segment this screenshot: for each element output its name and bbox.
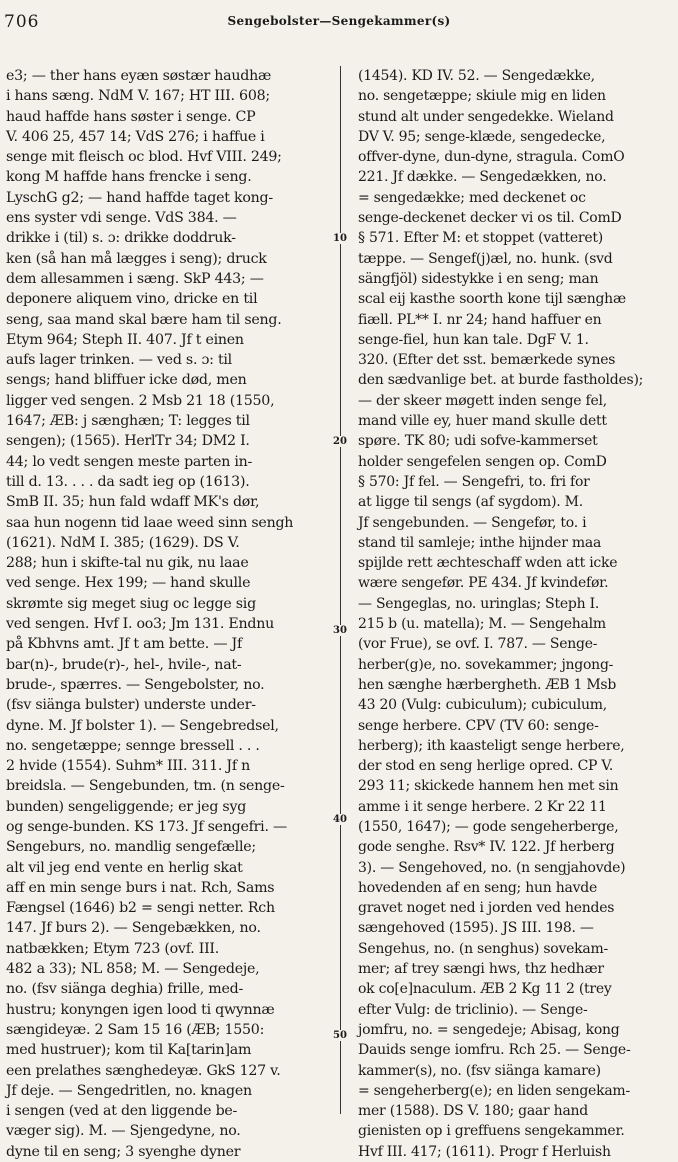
text-line: spijlde rett æchteschaff wden att icke (358, 555, 618, 572)
text-line: (vor Frue), se ovf. I. 787. — Senge- (358, 636, 598, 653)
text-line: aff en min senge burs i nat. Rch, Sams (6, 879, 275, 896)
text-line: Etym 964; Steph II. 407. Jf t einen (6, 331, 244, 348)
text-line: 3). — Sengehoved, no. (n sengjahovde) (358, 859, 626, 876)
text-line: brude-, spærres. — Sengebolster, no. (6, 676, 265, 693)
text-line: væger sig). M. — Sjengedyne, no. (6, 1123, 241, 1140)
text-line: at ligge til sengs (af sygdom). M. (358, 494, 583, 511)
text-line: (1550, 1647); — gode sengeherberge, (358, 818, 619, 835)
text-line: ok co[e]naculum. ÆB 2 Kg 11 2 (trey (358, 981, 612, 998)
text-line: ligger ved sengen. 2 Msb 21 18 (1550, (6, 392, 275, 409)
text-line: kammer(s), no. (fsv siänga kamare) (358, 1062, 601, 1079)
text-line: een prelathes sænghedeyæ. GkS 127 v. (6, 1062, 281, 1079)
text-line: 44; lo vedt sengen meste parten in- (6, 453, 253, 470)
text-line: Jf deje. — Sengedritlen, no. knagen (6, 1082, 252, 1099)
text-line: Dauids senge iomfru. Rch 25. — Senge- (358, 1042, 631, 1059)
text-line: sængehoved (1595). JS III. 198. — (358, 920, 594, 937)
text-line: holder sengefelen sengen op. ComD (358, 453, 607, 470)
text-line: — der skeer møgett inden senge fel, (358, 392, 607, 409)
text-line: Sengeburs, no. mandlig sengefælle; (6, 839, 256, 856)
text-line: mand ville ey, huer mand skulle dett (358, 413, 607, 430)
text-line: DV V. 95; senge-klæde, sengedecke, (358, 128, 606, 145)
text-line: i hans sæng. NdM V. 167; HT III. 608; (6, 88, 270, 105)
text-line: hustru; konyngen igen lood ti qwynnæ (6, 1001, 275, 1018)
line-number-30: 30 (333, 625, 347, 636)
text-line: 215 b (u. matella); M. — Sengehalm (358, 616, 606, 633)
text-line: haud haffde hans søster i senge. CP (6, 108, 256, 125)
text-line: alt vil jeg end vente en herlig skat (6, 859, 243, 876)
text-line: LyschG g2; — hand haffde taget kong- (6, 189, 273, 206)
text-line: offver-dyne, dun-dyne, stragula. ComO (358, 149, 625, 166)
text-line: senge-fiel, hun kan tale. DgF V. 1. (358, 331, 589, 348)
text-line: 1647; ÆB: j sænghæn; T: legges til (6, 413, 250, 430)
text-line: sengs; hand bliffuer icke død, men (6, 372, 247, 389)
text-line: gode senghe. Rsv* IV. 122. Jf herberg (358, 839, 615, 856)
text-line: ved sengen. Hvf I. oo3; Jm 131. Endnu (6, 616, 274, 633)
text-line: no. (fsv siänga deghia) frille, med- (6, 981, 244, 998)
text-line: ens syster vdi senge. VdS 384. — (6, 210, 237, 227)
text-line: jomfru, no. = sengedeje; Abisag, kong (358, 1021, 620, 1038)
text-line: gravet noget ned i jorden ved hendes (358, 900, 615, 917)
text-line: stand til samleje; inthe hijnder maa (358, 534, 602, 551)
text-line: 221. Jf dække. — Sengedækken, no. (358, 169, 607, 186)
text-line: 288; hun i skifte-tal nu gik, nu laae (6, 555, 249, 572)
column-divider (340, 66, 341, 1114)
text-line: saa hun nogenn tid laae weed sinn sengh (6, 514, 294, 531)
line-number-20: 20 (333, 436, 347, 447)
text-line: 320. (Efter det sst. bemærkede synes (358, 352, 616, 369)
text-line: breidsla. — Sengebunden, tm. (n senge- (6, 778, 285, 795)
running-head: Sengebolster—Sengekammer(s) (227, 14, 451, 28)
page-header (0, 10, 678, 38)
text-line: dyne. M. Jf bolster 1). — Sengebredsel, (6, 717, 279, 734)
text-line: gienisten op i greffuens sengekammer. (358, 1123, 625, 1140)
text-line: hen sænghe hærbergheth. ÆB 1 Msb (358, 676, 617, 693)
text-line: senge-deckenet decker vi os til. ComD (358, 210, 622, 227)
line-number-10: 10 (333, 233, 347, 244)
text-line: — Sengeglas, no. uringlas; Steph I. (358, 595, 600, 612)
text-line: herber(g)e, no. sovekammer; jngong- (358, 656, 614, 673)
text-line: scal eij kasthe soorth kone tijl sænghæ (358, 291, 626, 308)
text-line: Sengehus, no. (n senghus) sovekam- (358, 940, 609, 957)
line-number-50: 50 (333, 1030, 347, 1041)
text-line: i sengen (ved at den liggende be- (6, 1103, 238, 1120)
text-line: (1621). NdM I. 385; (1629). DS V. (6, 534, 240, 551)
text-line: drikke i (til) s. ɔ: drikke doddruk- (6, 230, 236, 247)
text-line: sængideyæ. 2 Sam 15 16 (ÆB; 1550: (6, 1021, 265, 1038)
text-line: tæppe. — Sengef(j)æl, no. hunk. (svd (358, 250, 613, 267)
text-line: bunden) sengeliggende; er jeg syg (6, 798, 247, 815)
text-line: (fsv siänga bulster) underste under- (6, 697, 256, 714)
text-line: efter Vulg: de triclinio). — Senge- (358, 1001, 588, 1018)
text-line: amme i it senge herbere. 2 Kr 22 11 (358, 798, 607, 815)
text-line: 293 11; skickede hannem hen met sin (358, 778, 619, 795)
text-line: skrømte sig meget siug oc legge sig (6, 595, 256, 612)
text-line: 482 a 33); NL 858; M. — Sengedeje, (6, 961, 260, 978)
text-line: till d. 13. . . . da sadt ieg op (1613). (6, 473, 250, 490)
text-line: stund alt under sengedekke. Wieland (358, 108, 614, 125)
text-line: § 570: Jf fel. — Sengefri, to. fri for (358, 473, 590, 490)
text-line: 2 hvide (1554). Suhm* III. 311. Jf n (6, 758, 250, 775)
text-line: ved senge. Hex 199; — hand skulle (6, 575, 251, 592)
text-line: fiæll. PL** I. nr 24; hand haffuer en (358, 311, 602, 328)
text-line: = sengeherberg(e); en liden sengekam- (358, 1082, 630, 1099)
text-line: ken (så han må lægges i seng); druck (6, 250, 267, 267)
text-line: hovedenden af en seng; hun havde (358, 879, 597, 896)
text-line: natbækken; Etym 723 (ovf. III. (6, 940, 220, 957)
text-line: sengen); (1565). HerlTr 34; DM2 I. (6, 433, 250, 450)
text-line: mer (1588). DS V. 180; gaar hand (358, 1103, 589, 1120)
text-line: mer; af trey sængi hws, thz hedhær (358, 961, 604, 978)
text-line: dem allesammen i sæng. SkP 443; — (6, 270, 264, 287)
text-line: (1454). KD IV. 52. — Sengedække, (358, 68, 595, 84)
text-line: wære sengefør. PE 434. Jf kvindefør. (358, 575, 609, 592)
text-line: dyne til en seng; 3 syenghe dyner (6, 1143, 241, 1160)
line-number-40: 40 (333, 814, 347, 825)
text-line: på Kbhvns amt. Jf t am bette. — Jf (6, 636, 242, 653)
text-line: senge herbere. CPV (TV 60: senge- (358, 717, 599, 734)
text-line: V. 406 25, 457 14; VdS 276; i haffue i (6, 128, 265, 145)
text-line: med hustruer); kom til Ka[tarin]am (6, 1042, 252, 1059)
text-line: 43 20 (Vulg: cubiculum); cubiculum, (358, 697, 608, 714)
text-line: sängfjöl) sidestykke i en seng; man (358, 270, 599, 287)
page-number: 706 (4, 12, 40, 32)
text-line: herberg); ith kaasteligt senge herbere, (358, 737, 625, 754)
text-line: no. sengetæppe; sennge bressell . . . (6, 737, 260, 754)
text-line: no. sengetæppe; skiule mig en liden (358, 88, 606, 105)
text-line: senge mit fleisch oc blod. Hvf VIII. 249; (6, 149, 282, 166)
text-line: 147. Jf burs 2). — Sengebækken, no. (6, 920, 261, 937)
text-line: bar(n)-, brude(r)-, hel-, hvile-, nat- (6, 656, 242, 673)
text-line: SmB II. 35; hun fald wdaff MK's dør, (6, 494, 260, 511)
text-line: § 571. Efter M: et stoppet (vatteret) (358, 230, 603, 247)
text-line: deponere aliquem vino, dricke en til (6, 291, 258, 308)
text-line: Jf sengebunden. — Sengefør, to. i (358, 514, 587, 531)
text-line: Hvf III. 417; (1611). Progr f Herluish (358, 1143, 611, 1160)
text-line: Fængsel (1646) b2 = sengi netter. Rch (6, 900, 275, 917)
text-line: spøre. TK 80; udi sofve-kammerset (358, 433, 598, 450)
text-line: e3; — ther hans eyæn søstær haudhæ (6, 68, 272, 84)
text-line: = sengedække; med deckenet oc (358, 189, 586, 206)
text-line: den sædvanlige bet. at burde fastholdes); (358, 372, 644, 389)
text-line: og senge-bunden. KS 173. Jf sengefri. — (6, 818, 287, 835)
text-line: seng, saa mand skal bære ham til seng. (6, 311, 282, 328)
left-column (6, 66, 324, 1160)
text-line: der stod en seng herlige opred. CP V. (358, 758, 614, 775)
right-column (358, 66, 672, 1160)
text-line: aufs lager trinken. — ved s. ɔ: til (6, 352, 232, 369)
text-line: kong M haffde hans frencke i seng. (6, 169, 252, 186)
